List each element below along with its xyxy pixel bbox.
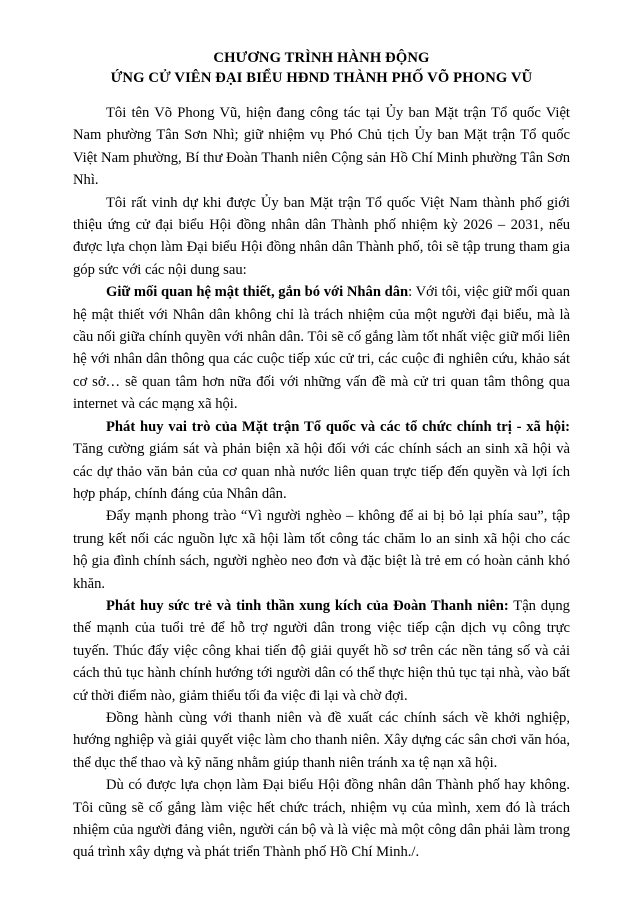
document-title bbox=[73, 48, 570, 88]
paragraph-text: Đồng hành cùng với thanh niên và đề xuất các chính sách về khởi nghiệp, hướng nghiệp và giải quyết việc làm cho thanh niên. Xây dựng các sân chơi văn hóa, thể dục thể thao và kỹ năng nhằm giúp thanh niên tránh xa tệ nạn xã hội. bbox=[73, 709, 570, 771]
paragraph-lead: Phát huy vai trò của Mặt trận Tổ quốc và các tổ chức chính trị - xã hội: bbox=[106, 418, 570, 435]
paragraph-text: Dù có được lựa chọn làm Đại biểu Hội đồng nhân dân Thành phố hay không. Tôi cũng sẽ cố gắng làm việc hết chức trách, nhiệm vụ của mình, xem đó là trách nhiệm của người đảng viên, người cán bộ và là việc mà một công dân phải làm trong quá trình xây dựng và phát triển Thành phố Hồ Chí Minh./. bbox=[73, 777, 570, 861]
paragraph-text: Tôi tên Võ Phong Vũ, hiện đang công tác tại Ủy ban Mặt trận Tổ quốc Việt Nam phường Tân Sơn Nhì; giữ nhiệm vụ Phó Chủ tịch Ủy ban Mặt trận Tổ quốc Việt Nam phường, Bí thư Đoàn Thanh niên Cộng sản Hồ Chí Minh phường Tân Sơn Nhì. bbox=[73, 105, 570, 189]
paragraph-point-1 bbox=[73, 281, 570, 415]
paragraph-point-3 bbox=[73, 595, 570, 707]
document-title-line-1: CHƯƠNG TRÌNH HÀNH ĐỘNG bbox=[213, 50, 430, 66]
paragraph-text: Tăng cường giám sát và phản biện xã hội đối với các chính sách an sinh xã hội và các dự thảo văn bản của cơ quan nhà nước liên quan trực tiếp đến quyền và lợi ích hợp pháp, chính đáng của Nhân dân. bbox=[73, 441, 570, 502]
paragraph-lead: Giữ mối quan hệ mật thiết, gắn bó với Nhân dân bbox=[106, 284, 409, 301]
paragraph-closing bbox=[73, 774, 570, 864]
paragraph-text: Tôi rất vinh dự khi được Ủy ban Mặt trận Tổ quốc Việt Nam thành phố giới thiệu ứng cử đại biểu Hội đồng nhân dân Thành phố nhiệm kỳ 2026 – 2031, nếu được lựa chọn làm Đại biểu Hội đồng nhân dân Thành phố, tôi sẽ tập trung tham gia góp sức với các nội dung sau: bbox=[73, 194, 570, 278]
paragraph-point-2b bbox=[73, 505, 570, 595]
document-title-line-2: ỨNG CỬ VIÊN ĐẠI BIỂU HĐND THÀNH PHỐ VÕ PHONG VŨ bbox=[110, 70, 533, 86]
paragraph-point-2 bbox=[73, 416, 570, 506]
paragraph-text: : Với tôi, việc giữ mối quan hệ mật thiết với Nhân dân không chỉ là trách nhiệm của một người đại biểu, mà là cầu nối giữa chính quyền với nhân dân. Tôi sẽ cố gắng làm tốt nhất việc giữ mối liên hệ với nhân dân thông qua các cuộc tiếp xúc cử tri, các cuộc đi nghiên cứu, khảo sát cơ sở… sẽ quan tâm hơn nữa đối với những vấn đề mà cử tri quan tâm thông qua internet và các mạng xã hội. bbox=[73, 284, 570, 413]
paragraph-point-3b bbox=[73, 707, 570, 774]
paragraph-intro-2 bbox=[73, 192, 570, 282]
paragraph-text: Tận dụng thế mạnh của tuổi trẻ để hỗ trợ người dân trong việc tiếp cận dịch vụ công trực tuyến. Thúc đẩy việc công khai tiến độ giải quyết hồ sơ trên các nền tảng số và cải cách thủ tục hành chính hướng tới người dân có thể thực hiện thủ tục tại nhà, vào bất cứ thời điểm nào, giảm thiểu tối đa việc đi lại và chờ đợi. bbox=[73, 597, 570, 704]
paragraph-intro-1 bbox=[73, 102, 570, 192]
paragraph-text: Đẩy mạnh phong trào “Vì người nghèo – không để ai bị bỏ lại phía sau”, tập trung kết nối các nguồn lực xã hội làm tốt công tác chăm lo an sinh xã hội cho các hộ gia đình chính sách, người nghèo neo đơn và đặc biệt là trẻ em có hoàn cảnh khó khăn. bbox=[73, 508, 570, 592]
paragraph-lead: Phát huy sức trẻ và tinh thần xung kích của Đoàn Thanh niên: bbox=[106, 597, 509, 614]
document-body bbox=[73, 102, 570, 864]
